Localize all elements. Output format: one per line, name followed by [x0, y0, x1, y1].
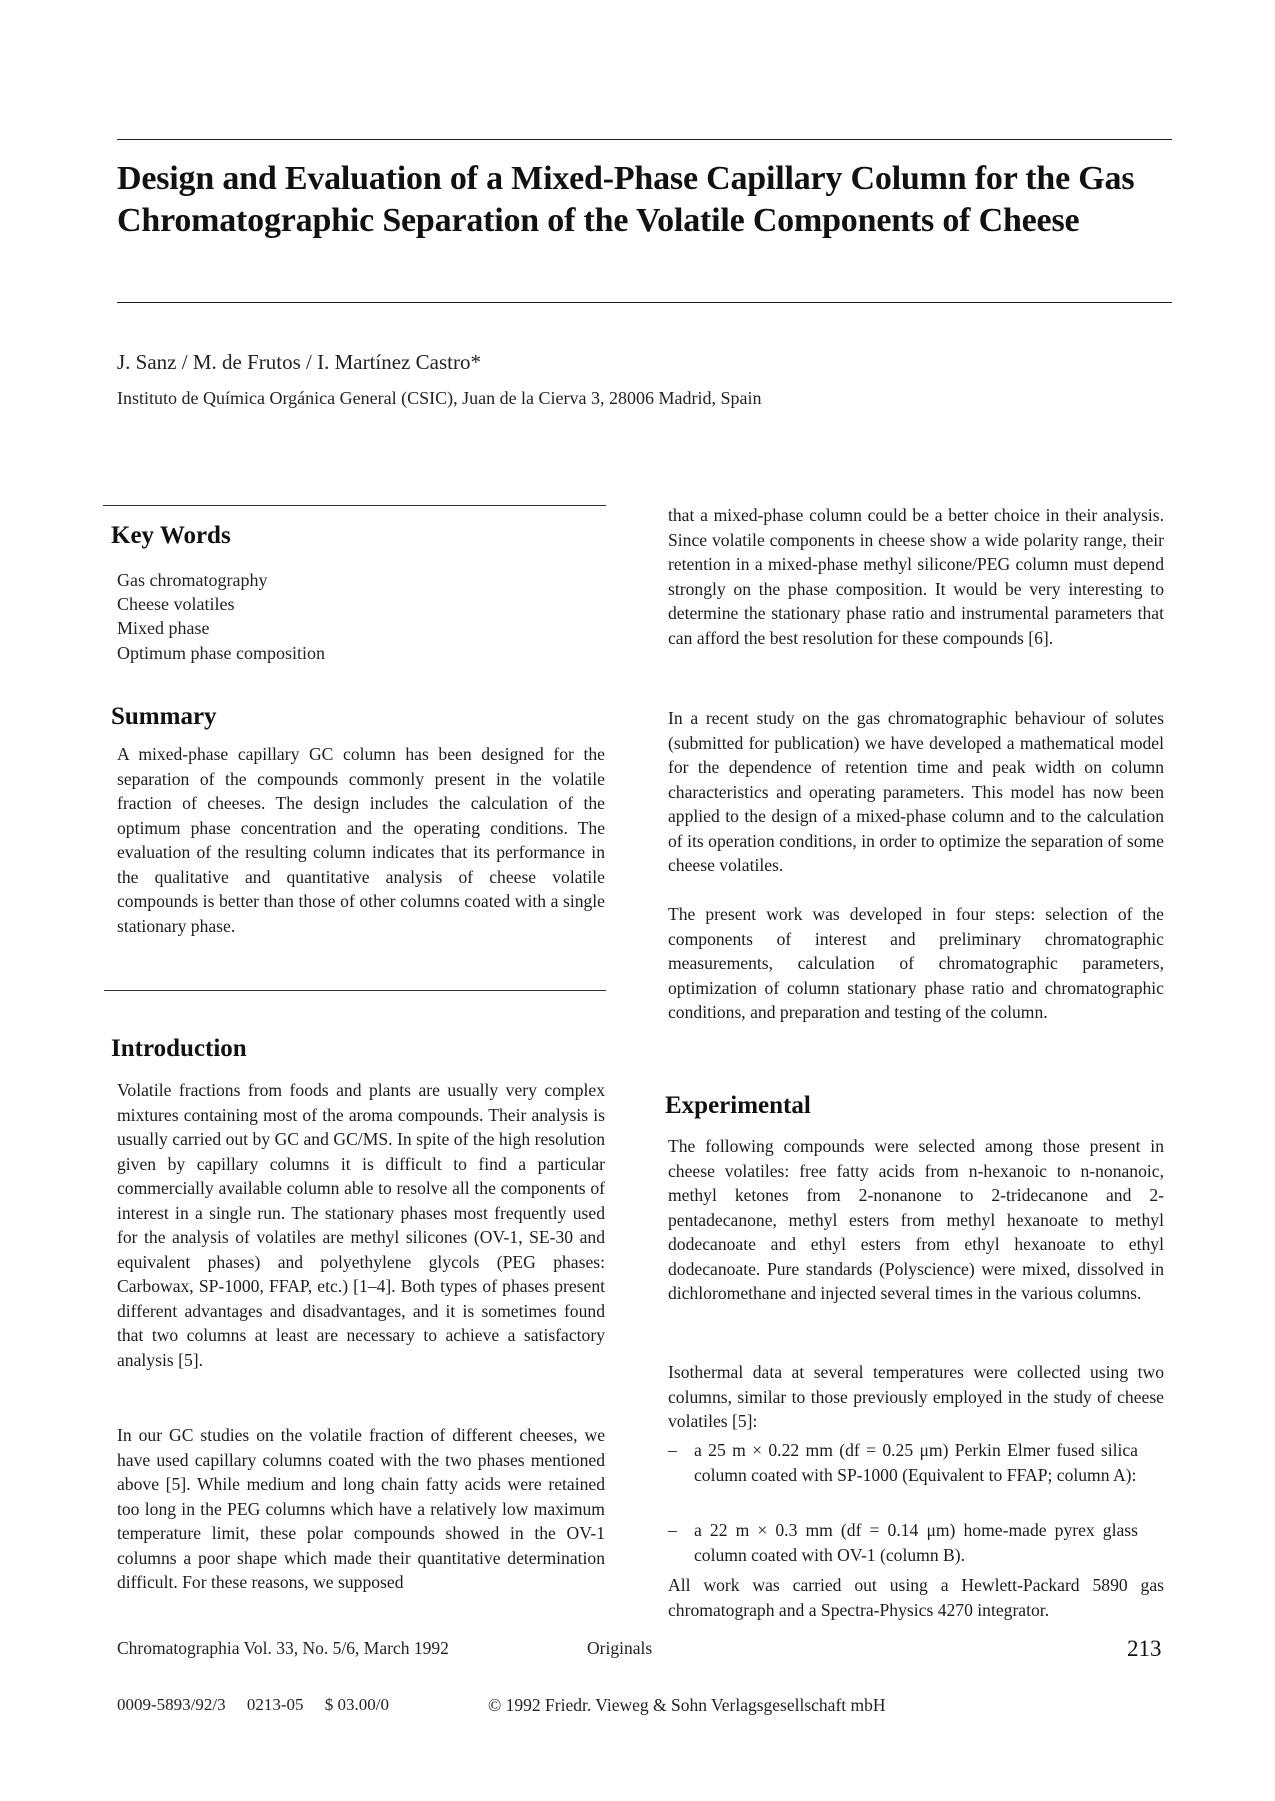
author-list: J. Sanz / M. de Frutos / I. Martínez Castro* [117, 350, 481, 374]
paper-title: Design and Evaluation of a Mixed-Phase Capillary Column for the Gas Chromatographic Separation of the Volatile Components of Cheese [117, 160, 1135, 239]
introduction-paragraph: In a recent study on the gas chromatographic behaviour of solutes (submitted for publication) we have developed a mathematical model for the dependence of retention time and peak width on column characteristics and operating parameters. This model has now been applied to the design of a mixed-phase column and to the calculation of its operation conditions, in order to optimize the separation of some cheese volatiles. [668, 708, 1164, 875]
list-item-text: a 22 m × 0.3 mm (df = 0.14 μm) home-made pyrex glass column coated with OV-1 (column B). [694, 1520, 1138, 1565]
introduction-paragraph: that a mixed-phase column could be a better choice in their analysis. Since volatile components in cheese show a wide polarity range, their retention in a mixed-phase methyl silicone/PEG column must depend strongly on the phase composition. It would be very interesting to determine the stationary phase ratio and instrumental parameters that can afford the best resolution for these compounds [6]. [668, 505, 1164, 648]
affiliation: Instituto de Química Orgánica General (CSIC), Juan de la Cierva 3, 28006 Madrid, Spain [117, 388, 762, 408]
keywords-heading: Key Words [111, 522, 231, 549]
title-bottom-rule [117, 302, 1172, 303]
keyword-item: Mixed phase [117, 618, 210, 638]
issn-code: 0009-5893/92/3 0213-05 $ 03.00/0 [117, 1695, 389, 1714]
keyword-item: Optimum phase composition [117, 643, 325, 663]
experimental-paragraph: Isothermal data at several temperatures were collected using two columns, similar to those previously employed in the study of cheese volatiles [5]: [668, 1362, 1164, 1431]
summary-text: A mixed-phase capillary GC column has been designed for the separation of the compounds commonly present in the volatile fraction of cheeses. The design includes the calculation of the optimum phase concentration and the operating conditions. The evaluation of the resulting column indicates that its performance in the qualitative and quantitative analysis of cheese volatile compounds is better than those of other columns coated with a single stationary phase. [117, 744, 605, 936]
column-list-item [668, 1518, 1164, 1568]
list-item-text: a 25 m × 0.22 mm (df = 0.25 μm) Perkin Elmer fused silica column coated with SP-1000 (Equivalent to FFAP; column A): [694, 1440, 1138, 1485]
experimental-paragraph: The following compounds were selected among those present in cheese volatiles: free fatty acids from n-hexanoic to n-nonanoic, methyl ketones from 2-nonanone to 2-tridecanone and 2-pentadecanone, methyl esters from methyl hexanoate to methyl dodecanoate and ethyl esters from ethyl hexanoate to ethyl dodecanoate. Pure standards (Polyscience) were mixed, dissolved in dichloromethane and injected several times in the various columns. [668, 1136, 1164, 1303]
introduction-paragraph: In our GC studies on the volatile fraction of different cheeses, we have used capillary columns coated with the two phases mentioned above [5]. While medium and long chain fatty acids were retained too long in the PEG columns which have a relatively low maximum temperature limit, these polar compounds showed in the OV-1 columns a poor shape which made their quantitative determination difficult. For these reasons, we supposed [117, 1425, 605, 1592]
keyword-item: Cheese volatiles [117, 594, 235, 614]
introduction-paragraph: Volatile fractions from foods and plants are usually very complex mixtures containing most of the aroma compounds. Their analysis is usually carried out by GC and GC/MS. In spite of the high resolution given by capillary columns it is difficult to find a particular commercially available column able to resolve all the components of interest in a single run. The stationary phases most frequently used for the analysis of volatiles are methyl silicones (OV-1, SE-30 and equivalent phases) and polyethylene glycols (PEG phases: Carbowax, SP-1000, FFAP, etc.) [1–4]. Both types of phases present different advantages and disadvantages, and it is sometimes found that two columns at least are necessary to achieve a satisfactory analysis [5]. [117, 1080, 605, 1370]
keyword-item: Gas chromatography [117, 570, 268, 590]
title-top-rule [117, 139, 1172, 140]
introduction-heading: Introduction [111, 1035, 247, 1062]
summary-heading: Summary [111, 703, 217, 730]
section-label: Originals [587, 1638, 653, 1658]
introduction-paragraph: The present work was developed in four steps: selection of the components of interest and preliminary chromatographic measurements, calculation of chromatographic parameters, optimization of column stationary phase ratio and chromatographic conditions, and preparation and testing of the column. [668, 904, 1164, 1022]
journal-citation: Chromatographia Vol. 33, No. 5/6, March 1992 [117, 1638, 449, 1658]
copyright-notice: © 1992 Friedr. Vieweg & Sohn Verlagsgesellschaft mbH [488, 1695, 886, 1715]
summary-bottom-rule [104, 990, 606, 991]
page-number: 213 [1127, 1636, 1162, 1661]
column-list-item [668, 1438, 1164, 1512]
keywords-rule [103, 505, 606, 506]
experimental-heading: Experimental [665, 1092, 811, 1119]
list-dash: – [668, 1440, 677, 1460]
experimental-paragraph: All work was carried out using a Hewlett-Packard 5890 gas chromatograph and a Spectra-Physics 4270 integrator. [668, 1575, 1164, 1620]
list-dash: – [668, 1520, 677, 1540]
